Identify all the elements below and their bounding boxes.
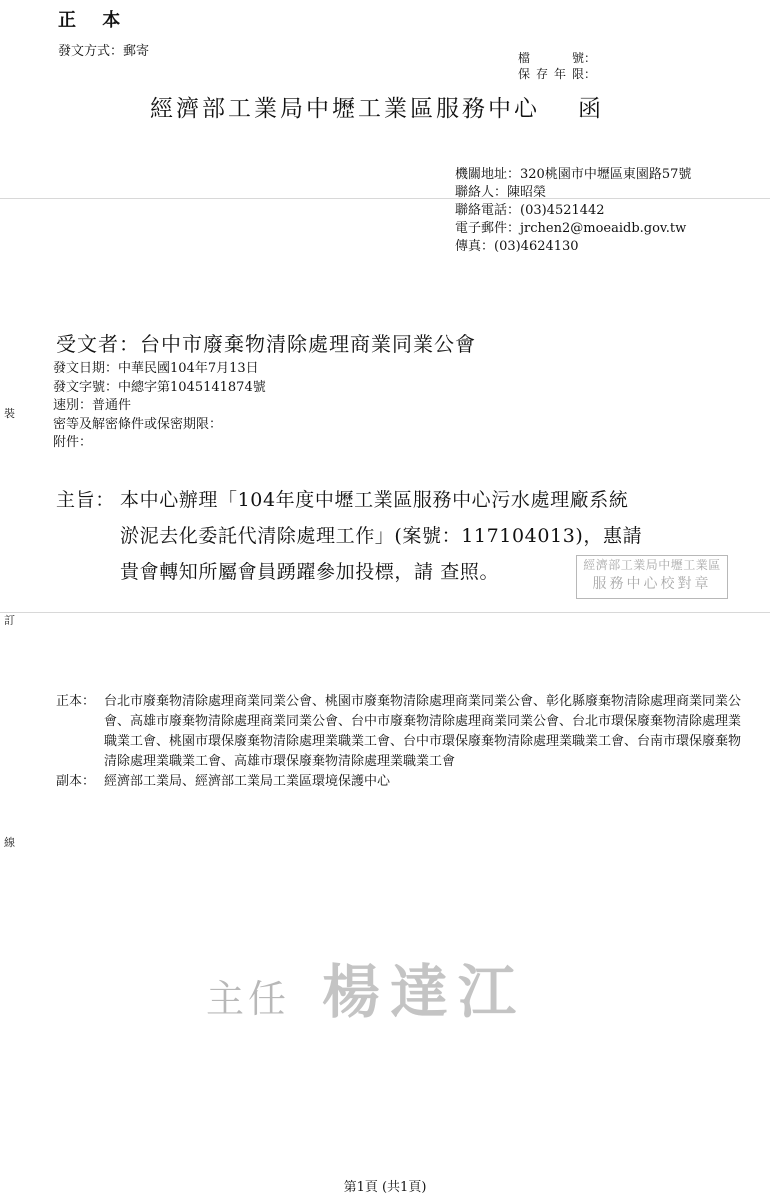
subject-line-3: 貴會轉知所屬會員踴躍參加投標，請 查照。 [120, 561, 500, 583]
contact-address: 機關地址：320桃園市中壢區東園路57號 [455, 167, 692, 182]
secrecy-level: 密等及解密條件或保密期限： [53, 416, 223, 432]
main-recipients-text: 台北市廢棄物清除處理商業同業公會、桃園市廢棄物清除處理商業同業公會、彰化縣廢棄物清除處理商業同業公會、高雄市廢棄物清除處理商業同業公會、台中市廢棄物清除處理商業同業公會、台北市環保廢棄物清除處理業職業工會、桃園市環保廢棄物清除處理業職業工會、台中市環保廢棄物清除處理業職業工會、台南市環保廢棄物清除處理業職業工會、高雄市環保廢棄物清除處理業職業工會 [104, 694, 742, 769]
copy-recipients [56, 772, 746, 792]
page-number: 第1頁 (共1頁) [343, 1180, 427, 1195]
retention-row: 保存年限： [518, 67, 597, 81]
document-number: 發文字號：中總字第1045141874號 [53, 379, 266, 395]
file-number-row: 檔 號： [518, 51, 597, 65]
urgency: 速別：普通件 [53, 398, 132, 413]
subject-label: 主旨： [56, 489, 115, 511]
file-number-label: 檔 號 [518, 51, 584, 65]
document-meta [53, 360, 266, 453]
retention-label: 保存年限 [518, 67, 584, 81]
binding-mark: 訂 [4, 614, 15, 627]
signer-title: 主任 [206, 977, 291, 1021]
page-fold-line [0, 612, 770, 613]
stamp-line-2: 服務中心校對章 [592, 576, 712, 592]
attachments: 附件： [53, 435, 93, 450]
main-recipients [56, 692, 746, 772]
stamp-line-1: 經濟部工業局中壢工業區 [583, 558, 721, 572]
send-method: 發文方式：郵寄 [58, 44, 150, 59]
main-recipients-label: 正本： [56, 694, 96, 709]
contact-email: 電子郵件：jrchen2@moeaidb.gov.tw [455, 221, 687, 236]
contact-fax: 傳真：(03)4624130 [455, 239, 579, 254]
recipient: 受文者：台中市廢棄物清除處理商業同業公會 [56, 332, 476, 356]
contact-block [455, 166, 691, 256]
proofreading-stamp [576, 555, 728, 599]
agency-title [150, 90, 604, 123]
binding-mark: 線 [4, 836, 15, 849]
signer-signature: 楊達江 [322, 958, 527, 1026]
subject-line-2: 淤泥去化委託代清除處理工作」(案號：117104013)，惠請 [120, 525, 643, 547]
copy-recipients-label: 副本： [56, 774, 96, 789]
issue-date: 發文日期：中華民國104年7月13日 [53, 361, 259, 376]
contact-phone: 聯絡電話：(03)4521442 [455, 203, 605, 218]
contact-person: 聯絡人：陳昭榮 [455, 185, 547, 200]
document-type: 函 [578, 96, 604, 122]
copy-type: 正 本 [58, 10, 131, 31]
archive-info [518, 50, 596, 82]
agency-name: 經濟部工業局中壢工業區服務中心 [150, 96, 540, 122]
copy-recipients-text: 經濟部工業局、經濟部工業局工業區環境保護中心 [104, 774, 391, 789]
binding-mark: 裝 [4, 407, 15, 420]
subject-line-1: 主旨： 本中心辦理「104年度中壢工業區服務中心污水處理廠系統 [56, 482, 756, 518]
distribution-block [56, 692, 746, 792]
